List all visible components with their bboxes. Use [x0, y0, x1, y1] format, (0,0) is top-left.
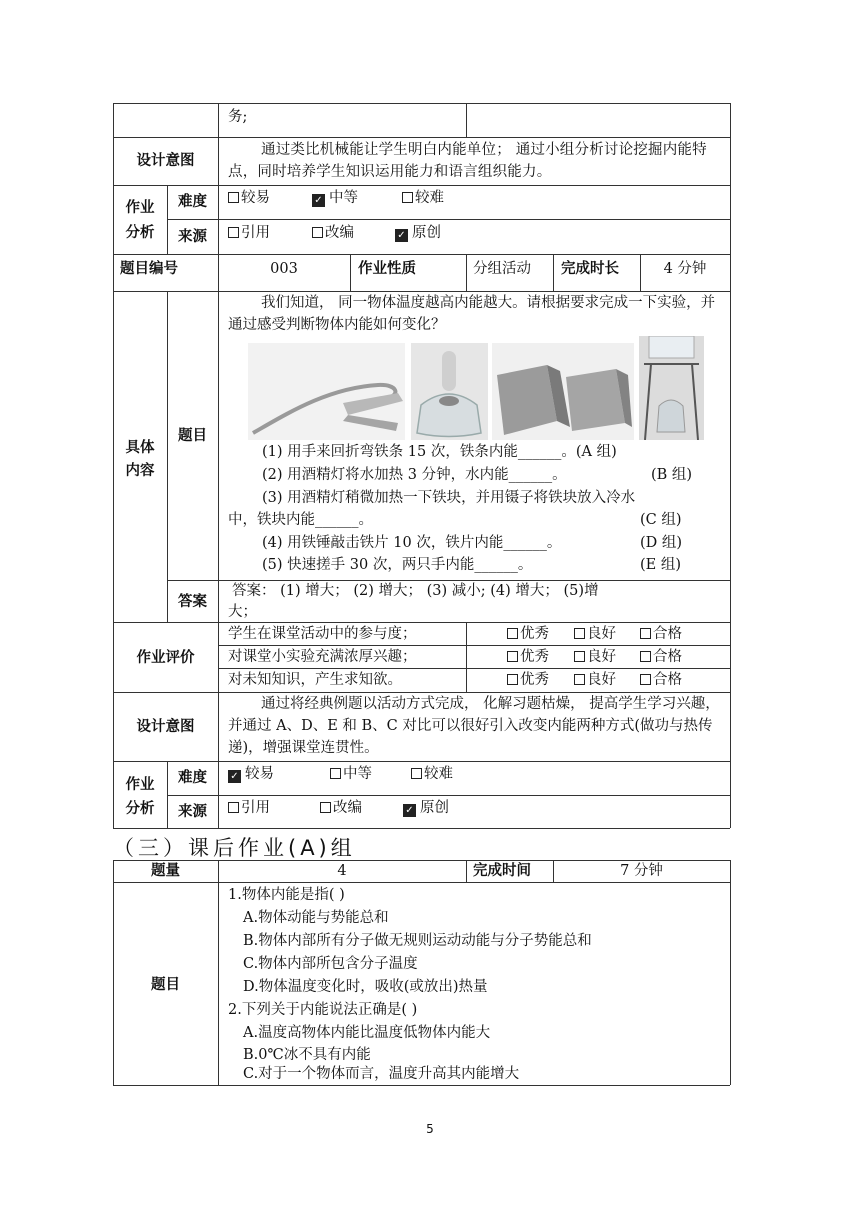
- difficulty-option-medium[interactable]: ✓ 中等: [312, 187, 358, 209]
- checkbox-icon: [507, 628, 518, 639]
- checked-box-icon: ✓: [228, 770, 241, 783]
- question-option: B.物体内部所有分子做无规则运动动能与分子势能总和: [243, 933, 592, 949]
- evaluation-option[interactable]: 优秀: [507, 669, 549, 691]
- source-option-cite[interactable]: 引用: [228, 797, 270, 819]
- checkbox-icon: [640, 674, 651, 685]
- completion-time-label: 完成时间: [473, 863, 531, 879]
- question-id-label: 题目编号: [120, 261, 178, 277]
- checkbox-icon: [228, 227, 239, 238]
- difficulty-label: 难度: [178, 770, 207, 786]
- answer-line-2: 大；: [228, 604, 257, 620]
- design-intent-label: 设计意图: [136, 719, 195, 735]
- checkbox-icon: [640, 651, 651, 662]
- content-label-a: 具体: [125, 440, 155, 456]
- evaluation-option[interactable]: 合格: [640, 669, 682, 691]
- top-row-text: 务;: [228, 109, 248, 125]
- question-line: 1.物体内能是指( ): [228, 887, 345, 903]
- table-border: [113, 103, 730, 104]
- evaluation-option[interactable]: 良好: [574, 669, 616, 691]
- checkbox-icon: [228, 192, 239, 203]
- question-option: B.0℃冰不具有内能: [243, 1047, 371, 1063]
- experiment-item: (4) 用铁锤敲击铁片 10 次，铁片内能______。: [262, 535, 562, 551]
- analysis-label-b: 分析: [125, 801, 155, 817]
- experiment-item: (3) 用酒精灯稍微加热一下铁块，并用镊子将铁块放入冷水: [262, 490, 636, 506]
- analysis-label-a: 作业: [125, 200, 155, 216]
- question-label: 题目: [151, 977, 180, 993]
- question-option: A.温度高物体内能比温度低物体内能大: [243, 1025, 491, 1041]
- question-option: D.物体温度变化时，吸收(或放出)热量: [243, 979, 488, 995]
- duration-label: 完成时长: [561, 261, 619, 277]
- duration-value: 4 分钟: [663, 261, 707, 277]
- checkbox-icon: [320, 802, 331, 813]
- evaluation-option[interactable]: 良好: [574, 646, 616, 668]
- source-option-original[interactable]: ✓ 原创: [395, 222, 441, 244]
- checkbox-icon: [574, 628, 585, 639]
- checkbox-icon: [411, 768, 422, 779]
- source-option-original[interactable]: ✓ 原创: [403, 797, 449, 819]
- experiment-group: (E 组): [640, 557, 682, 573]
- nature-value: 分组活动: [473, 261, 531, 277]
- evaluation-option[interactable]: 良好: [574, 623, 616, 645]
- checkbox-icon: [574, 674, 585, 685]
- evaluation-criterion: 对课堂小实验充满浓厚兴趣；: [228, 649, 417, 665]
- checked-box-icon: ✓: [312, 194, 325, 207]
- checkbox-icon: [574, 651, 585, 662]
- difficulty-option-easy[interactable]: ✓ 较易: [228, 763, 274, 785]
- question-line: 2.下列关于内能说法正确是( ): [228, 1002, 418, 1018]
- answer-label: 答案: [178, 594, 207, 610]
- page-number: 5: [426, 1122, 434, 1136]
- table-border: [730, 103, 731, 828]
- count-label: 题量: [151, 863, 180, 879]
- evaluation-option[interactable]: 优秀: [507, 646, 549, 668]
- experiment-item: 中，铁块内能______。: [228, 512, 373, 528]
- experiment-group: (B 组): [651, 467, 693, 483]
- difficulty-option-medium[interactable]: 中等: [330, 763, 372, 785]
- source-label: 来源: [178, 229, 207, 245]
- checkbox-icon: [330, 768, 341, 779]
- checked-box-icon: ✓: [395, 229, 408, 242]
- checkbox-icon: [312, 227, 323, 238]
- source-option-adapt[interactable]: 改编: [312, 222, 354, 244]
- question-option: A.物体动能与势能总和: [243, 910, 389, 926]
- analysis-label-a: 作业: [125, 777, 155, 793]
- heating-beaker-photo: [639, 336, 704, 440]
- checkbox-icon: [402, 192, 413, 203]
- question-option: C.物体内部所包含分子温度: [243, 956, 418, 972]
- answer-line-1: 答案： (1) 增大； (2) 增大； (3) 减小; (4) 增大； (5)增: [232, 583, 599, 599]
- question-label: 题目: [178, 428, 207, 444]
- checked-box-icon: ✓: [403, 804, 416, 817]
- experiment-group: (C 组): [640, 512, 682, 528]
- evaluation-option[interactable]: 合格: [640, 646, 682, 668]
- iron-blocks-photo: [492, 343, 634, 440]
- evaluation-label: 作业评价: [136, 650, 195, 666]
- evaluation-criterion: 对未知知识，产生求知欲。: [228, 672, 402, 688]
- difficulty-option-hard[interactable]: 较难: [411, 763, 453, 785]
- bent-iron-wire-photo: [248, 343, 405, 440]
- experiment-item: (5) 快速搓手 30 次，两只手内能______。: [262, 557, 533, 573]
- difficulty-option-hard[interactable]: 较难: [402, 187, 444, 209]
- design-intent-label: 设计意图: [136, 153, 195, 169]
- alcohol-lamp-photo: [411, 343, 488, 440]
- source-option-cite[interactable]: 引用: [228, 222, 270, 244]
- design-intent-text: 通过将经典例题以活动方式完成， 化解习题枯燥， 提高学生学习兴趣，并通过 A、D、E 和 B、C 对比可以很好引入改变内能两种方式(做功与热传递)，增强课堂连贯性。: [228, 696, 720, 756]
- experiment-item: (2) 用酒精灯将水加热 3 分钟，水内能______。: [262, 467, 567, 483]
- section-heading: （三）课后作业(A)组: [113, 836, 356, 860]
- source-option-adapt[interactable]: 改编: [320, 797, 362, 819]
- evaluation-criterion: 学生在课堂活动中的参与度；: [228, 626, 417, 642]
- checkbox-icon: [228, 802, 239, 813]
- difficulty-option-easy[interactable]: 较易: [228, 187, 270, 209]
- count-value: 4: [337, 863, 347, 879]
- evaluation-option[interactable]: 优秀: [507, 623, 549, 645]
- completion-time-value: 7 分钟: [620, 863, 663, 879]
- question-id-value: 003: [270, 261, 298, 277]
- analysis-label-b: 分析: [125, 225, 155, 241]
- difficulty-label: 难度: [178, 194, 207, 210]
- checkbox-icon: [640, 628, 651, 639]
- nature-label: 作业性质: [358, 261, 416, 277]
- checkbox-icon: [507, 674, 518, 685]
- question-option: C.对于一个物体而言，温度升高其内能增大: [243, 1066, 520, 1082]
- checkbox-icon: [507, 651, 518, 662]
- experiment-group: (D 组): [640, 535, 683, 551]
- experiment-item: (1) 用手来回折弯铁条 15 次，铁条内能______。(A 组): [262, 444, 617, 460]
- evaluation-option[interactable]: 合格: [640, 623, 682, 645]
- content-label-b: 内容: [125, 463, 155, 479]
- question-intro: 我们知道， 同一物体温度越高内能越大。请根据要求完成一下实验，并通过感受判断物体内能如何变化？: [228, 295, 716, 333]
- design-intent-text: 通过类比机械能让学生明白内能单位； 通过小组分析讨论挖掘内能特点，同时培养学生知识运用能力和语言组织能力。: [228, 142, 707, 180]
- source-label: 来源: [178, 804, 207, 820]
